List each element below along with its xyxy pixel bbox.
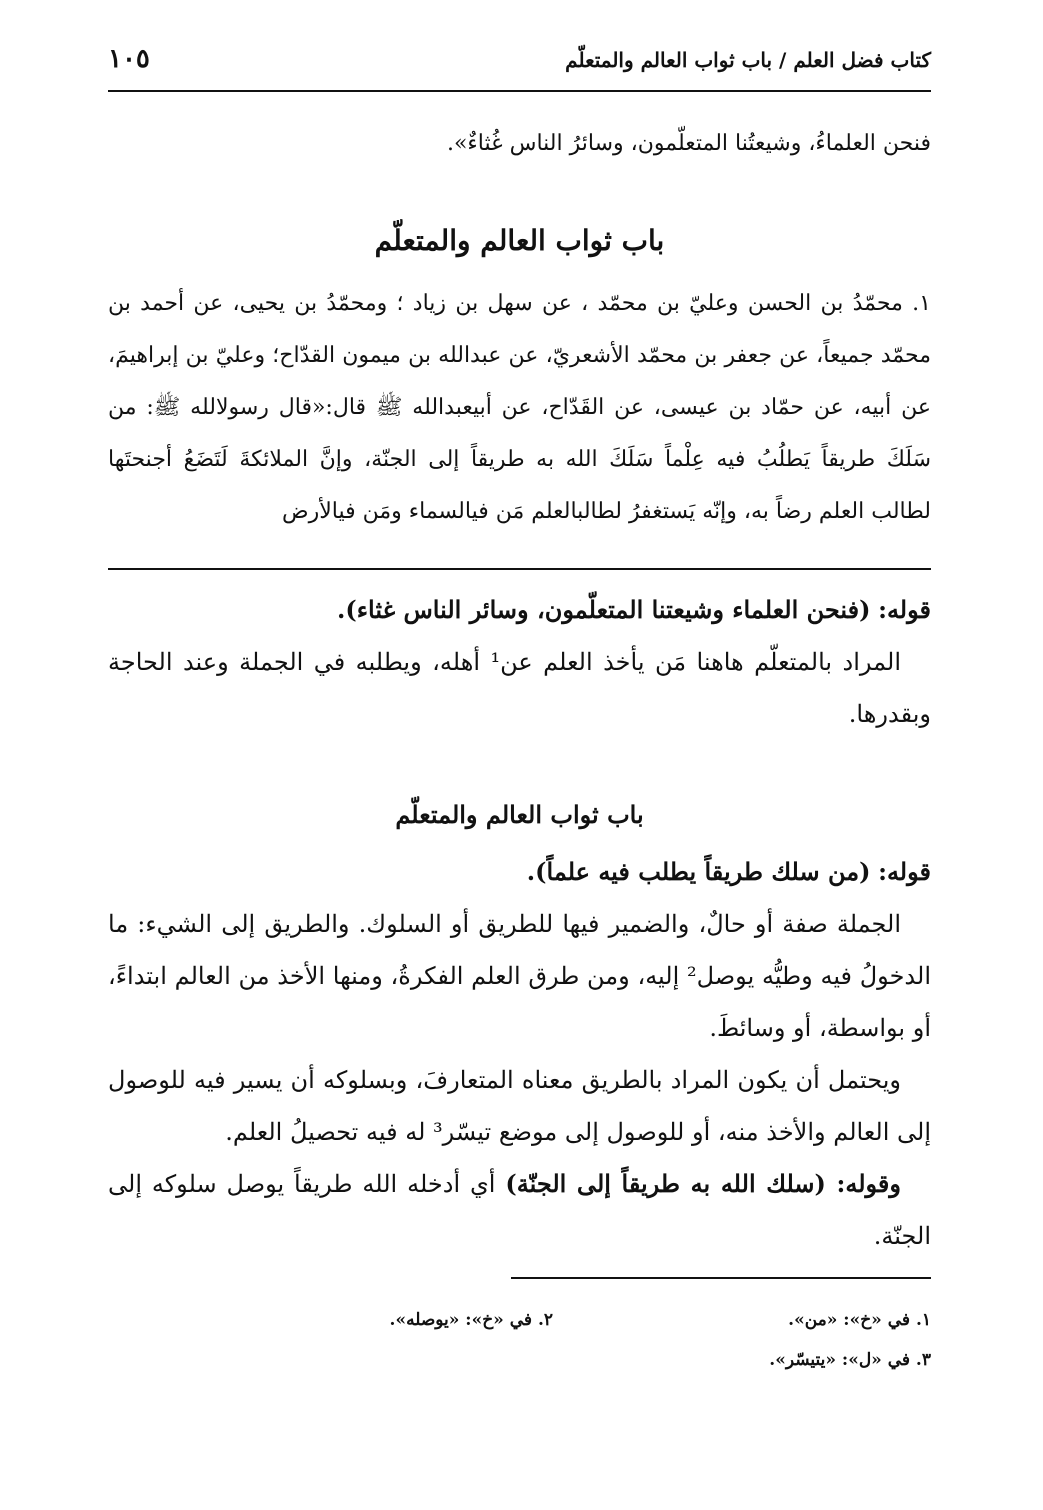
commentary-paragraph-3 <box>108 846 931 898</box>
commentary-label: قوله: <box>878 857 931 886</box>
commentary-quote: (من سلك طريقاً يطلب فيه علماً). <box>526 857 871 886</box>
footnote-rule <box>511 1277 931 1279</box>
commentary-paragraph-4: الجملة صفة أو حالٌ، والضمير فيها للطريق أو السلوك. والطريق إلى الشيء: ما الدخولُ فيه وطيُّه يوصل² إليه، ومن طرق العلم الفكرةُ، ومنها الأخذ من العالم ابتداءً، أو بواسطة، أو وسائطَ. <box>108 910 931 1042</box>
section-divider <box>108 568 931 570</box>
commentary-paragraph-5: ويحتمل أن يكون المراد بالطريق معناه المتعارفَ، وبسلوكه أن يسير فيه للوصول إلى العالم والأخذ منه، أو للوصول إلى موضع تيسّر³ له فيه تحصيلُ العلم. <box>108 1066 931 1146</box>
commentary-text: أي أدخله الله طريقاً يوصل سلوكه إلى الجنّة. <box>108 1170 931 1250</box>
commentary-chapter-title: باب ثواب العالم والمتعلّم <box>395 800 644 829</box>
footnote-2: ٢. في «خ»: «يوصله». <box>389 1310 553 1330</box>
page-number: ١٠٥ <box>108 44 150 74</box>
commentary-paragraph-2: المراد بالمتعلّم هاهنا مَن يأخذ العلم عن¹ أهله، ويطلبه في الجملة وعند الحاجة وبقدرها. <box>108 648 931 728</box>
commentary-paragraph-1 <box>108 584 931 636</box>
chapter-title: باب ثواب العالم والمتعلّم <box>374 224 665 257</box>
opening-line: فنحن العلماءُ، وشيعتُنا المتعلّمون، وسائرُ الناس غُثاءٌ». <box>446 131 931 156</box>
hadith-paragraph: ١. محمّدُ بن الحسن وعليّ بن محمّد ، عن سهل بن زياد ؛ ومحمّدُ بن يحيى، عن أحمد بن محمّد جميعاً، عن جعفر بن محمّد الأشعريّ، عن عبدالله بن ميمون القدّاح؛ وعليّ بن إبراهيمَ، عن أبيه، عن حمّاد بن عيسى، عن القَدّاح، عن أبيعبدالله ﷺ قال:«قال رسولالله ﷺ: من سَلَكَ طريقاً يَطلُبُ فيه عِلْماً سَلَكَ الله به طريقاً إلى الجنّة، وإنَّ الملائكةَ لَتَضَعُ أجنحتَها لطالب العلم رضاً به، وإنّه يَستغفرُ لطالبالعلم مَن فيالسماء ومَن فيالأرض <box>108 291 931 524</box>
commentary-paragraph-6 <box>108 1158 931 1262</box>
running-header <box>108 40 931 86</box>
footnote-1: ١. في «خ»: «من». <box>788 1310 931 1330</box>
commentary-label: قوله: <box>878 595 931 624</box>
commentary-quote: وقوله: (سلك الله به طريقاً إلى الجنّة) <box>505 1169 901 1198</box>
running-title: كتاب فضل العلم / باب ثواب العالم والمتعلّم <box>565 48 931 72</box>
footnote-3: ٣. في «ل»: «يتيسّر». <box>769 1350 931 1370</box>
commentary-quote: (فنحن العلماء وشيعتنا المتعلّمون، وسائر الناس غثاء). <box>337 595 871 624</box>
header-rule <box>108 90 931 92</box>
